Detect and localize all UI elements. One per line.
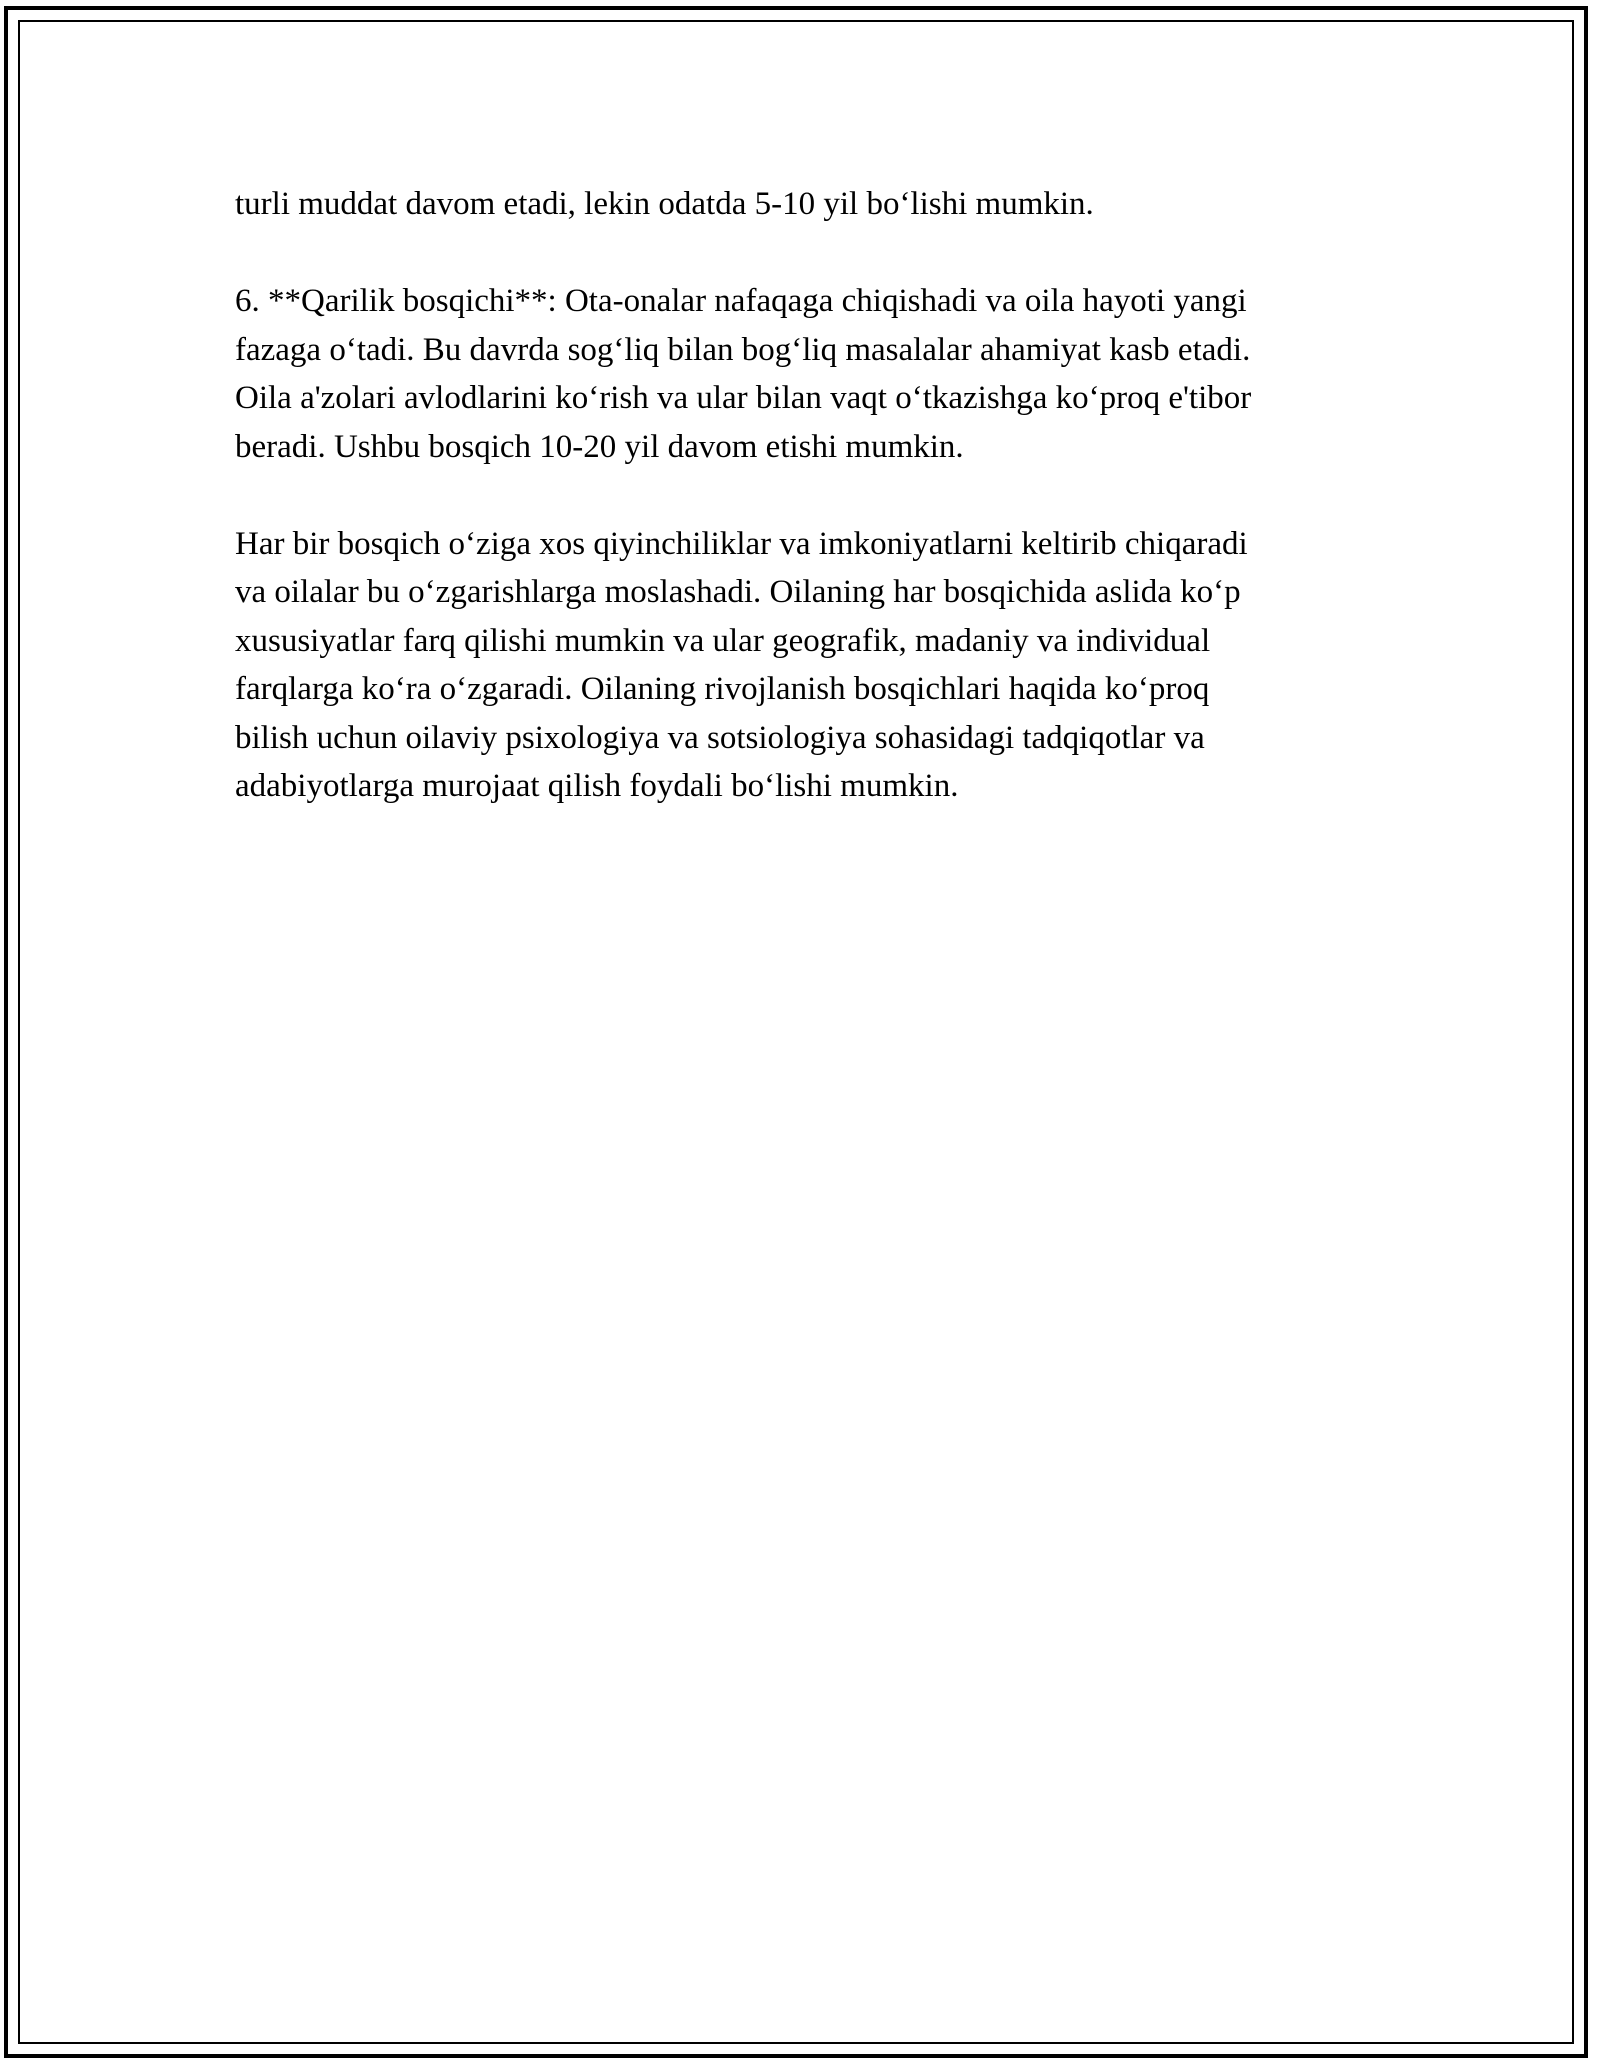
paragraph-continuation: turli muddat davom etadi, lekin odatda 5-10 yil bo‘lishi mumkin.	[235, 186, 1094, 222]
paragraph-conclusion: Har bir bosqich o‘ziga xos qiyinchiliklar va imkoniyatlarni keltirib chiqaradi va oilalar bu o‘zgarishlarga moslashadi. Oilaning har bosqichida aslida ko‘p xususiyatlar farq qilishi mumkin va ular geografik, madaniy va individual farqlarga ko‘ra o‘zgaradi. Oilaning rivojlanish bosqichlari haqida ko‘proq bilish uchun oilaviy psixologiya va sotsiologiya sohasidagi tadqiqotlar va adabiyotlarga murojaat qilish foydali bo‘lishi mumkin.	[235, 525, 1248, 804]
paragraph-old-age-stage: 6. **Qarilik bosqichi**: Ota-onalar nafaqaga chiqishadi va oila hayoti yangi fazaga o‘tadi. Bu davrda sog‘liq bilan bog‘liq masalalar ahamiyat kasb etadi. Oila a'zolari avlodlarini ko‘rish va ular bilan vaqt o‘tkazishga ko‘proq e'tibor beradi. Ushbu bosqich 10-20 yil davom etishi mumkin.	[235, 283, 1252, 465]
document-body	[235, 180, 1375, 859]
